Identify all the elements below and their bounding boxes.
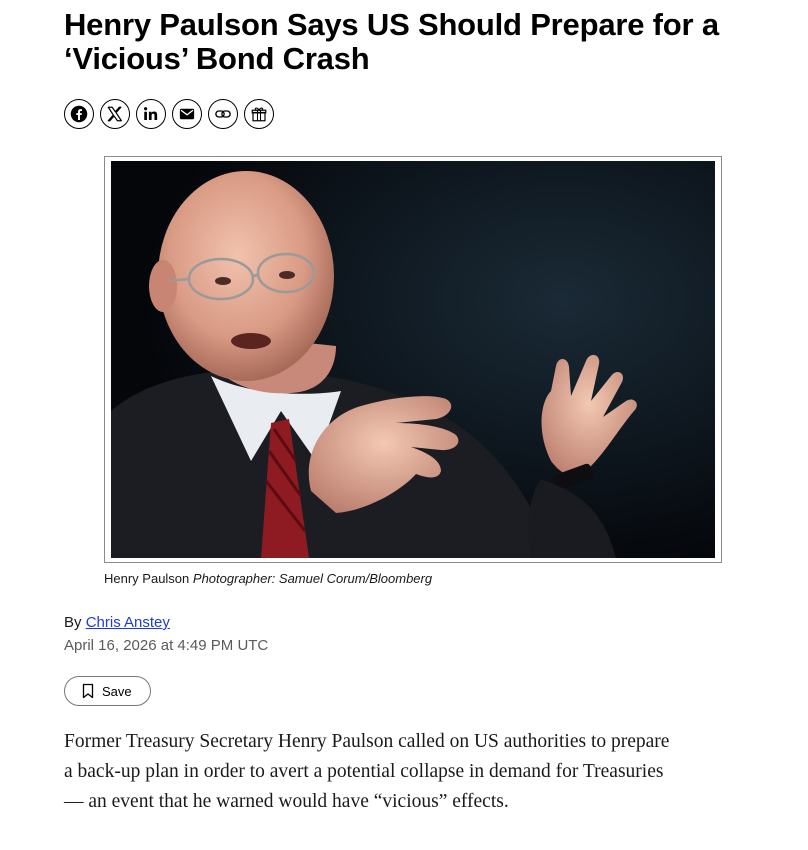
share-x-button[interactable] (100, 99, 130, 129)
caption-subject: Henry Paulson (104, 571, 190, 586)
article-photo (111, 161, 715, 558)
link-icon (214, 105, 232, 123)
photo-caption (104, 571, 432, 587)
publish-timestamp: April 16, 2026 at 4:49 PM UTC (64, 637, 269, 654)
article-figure (104, 156, 722, 563)
share-email-button[interactable] (172, 99, 202, 129)
x-icon (106, 105, 124, 123)
facebook-icon (70, 105, 88, 123)
byline-prefix: By (64, 614, 82, 631)
article-headline: Henry Paulson Says US Should Prepare for a ‘Vicious’ Bond Crash (64, 7, 719, 76)
share-facebook-button[interactable] (64, 99, 94, 129)
photo-credit: Photographer: Samuel Corum/Bloomberg (192, 571, 433, 586)
author-link[interactable]: Chris Anstey (85, 614, 170, 631)
speaker-photo-illustration (111, 161, 715, 558)
article-body-paragraph: Former Treasury Secretary Henry Paulson called on US authorities to prepare a back-up plan in order to avert a potential collapse in demand for Treasuries — an event that he warned would have “vicious” effects. (64, 731, 670, 812)
gift-article-button[interactable] (244, 99, 274, 129)
mail-icon (178, 105, 196, 123)
linkedin-icon (142, 105, 160, 123)
bookmark-icon (82, 683, 94, 699)
save-button-label: Save (102, 683, 132, 699)
share-linkedin-button[interactable] (136, 99, 166, 129)
share-toolbar (64, 99, 274, 129)
gift-icon (250, 105, 268, 123)
save-button[interactable] (64, 676, 151, 706)
byline (64, 614, 170, 632)
copy-link-button[interactable] (208, 99, 238, 129)
